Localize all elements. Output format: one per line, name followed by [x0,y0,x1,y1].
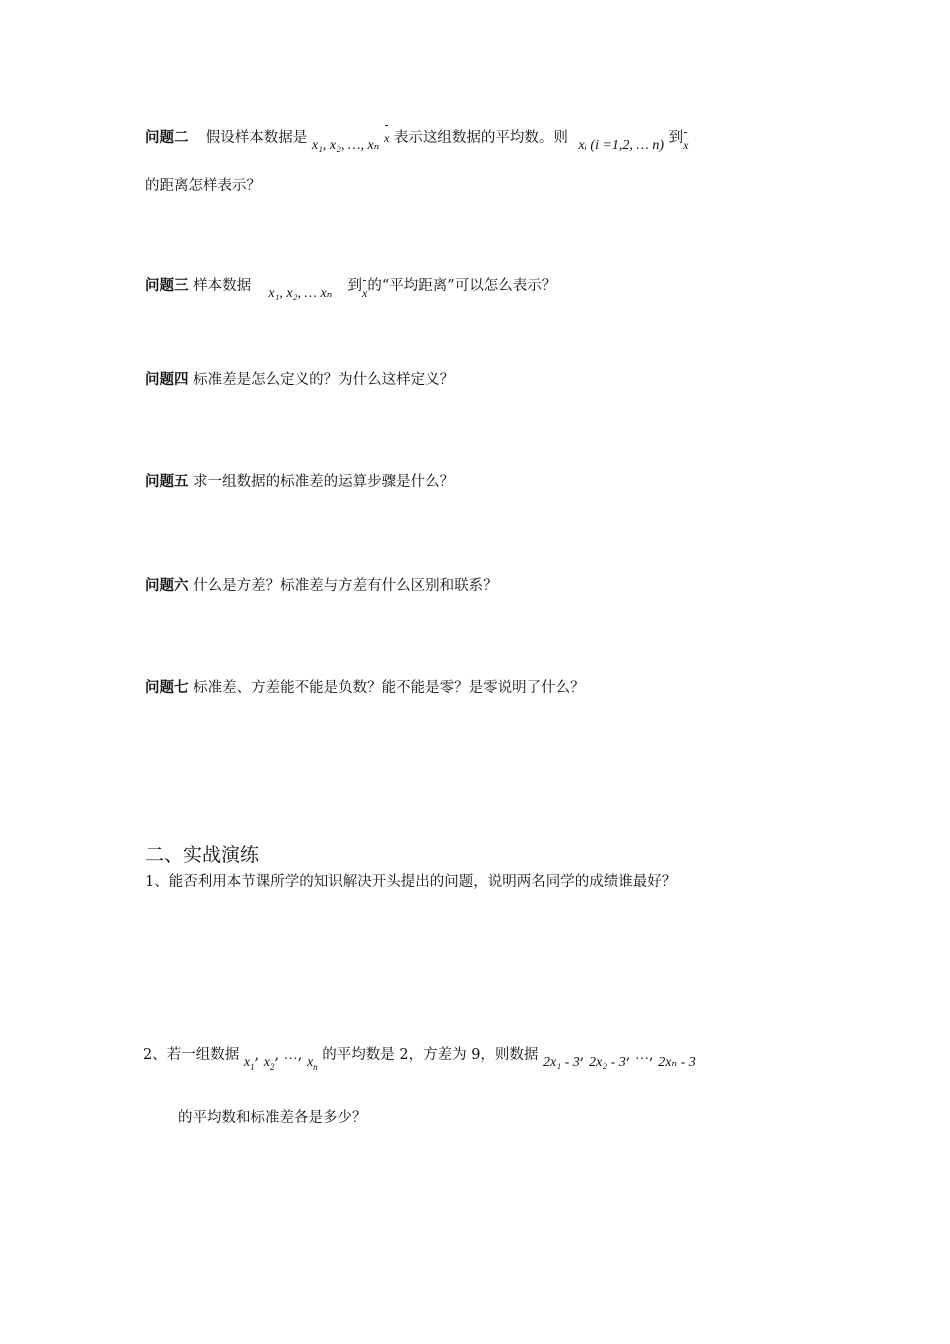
question-7-text: 标准差、方差能不能是负数？能不能是零？是零说明了什么？ [193,680,585,696]
question-2-text-b: 表示这组数据的平均数。则 [393,130,568,146]
question-3-math-mean: x [362,283,367,303]
exercise-1-text: 1、能否利用本节课所学的知识解决开头提出的问题，说明两名同学的成绩谁最好？ [145,874,677,890]
question-3 [145,276,557,301]
question-2-text-c: 到 [668,130,684,146]
question-4-label: 问题四 [145,372,189,388]
exercise-2-expr-1: 2x₁ - 3 [543,1055,580,1070]
question-6-text: 什么是方差？标准差与方差有什么区别和联系？ [193,578,498,594]
question-3-label: 问题三 [145,278,189,294]
question-2-math-mean: x [384,128,389,148]
exercise-2-line-2-text: 的平均数和标准差各是多少？ [178,1110,367,1126]
exercise-2-expr-dots: … [634,1048,649,1063]
exercise-2-line-2 [178,1108,367,1128]
exercise-2-dots: … [283,1048,298,1063]
exercise-2-expr-n: 2xₙ - 3 [658,1055,696,1070]
exercise-2-xn: $x_n$ [306,1055,318,1072]
question-3-text-b: 到 [347,278,363,294]
question-2-math-xi: xᵢ (i =1,2, … n) [578,138,665,153]
exercise-2-x2: $x_2$ [263,1055,275,1072]
question-4-text: 标准差是怎么定义的？为什么这样定义？ [193,372,455,388]
question-2-math-mean-2: x [683,135,688,155]
question-6 [145,576,498,596]
question-2-math-sequence: x₁, x₂, …, xₙ [311,138,380,153]
question-3-text-a: 样本数据 [193,278,252,294]
question-5-label: 问题五 [145,474,189,490]
section-2-heading: 二、实战演练 [145,844,260,866]
question-4 [145,370,454,390]
question-7 [145,678,585,698]
question-2-line-2-text: 的距离怎样表示？ [145,178,261,194]
question-3-math-sequence: x₁, x₂, … xₙ [268,286,333,301]
question-2-line-2 [145,176,261,196]
question-2-text-a: 假设样本数据是 [205,130,308,146]
exercise-1 [145,872,676,892]
exercise-2-line-1: 2、若一组数据 $x_1$, $x_2$, …, $x_n$ 的平均数是 2，方差为 9，则数据 2x₁ - 3, 2x₂ - 3, …, 2xₙ - 3 [143,1047,696,1072]
exercise-2-x1: $x_1$ [243,1055,255,1072]
question-2-label: 问题二 [145,130,189,146]
exercise-2-mid: 的平均数是 2，方差为 9，则数据 [322,1047,539,1063]
question-3-text-c: 的“平均距离”可以怎么表示？ [367,278,557,294]
question-6-label: 问题六 [145,578,189,594]
question-5 [145,472,454,492]
question-7-label: 问题七 [145,680,189,696]
exercise-2-prefix: 2、若一组数据 [143,1047,240,1063]
exercise-2-expr-2: 2x₂ - 3 [589,1055,626,1070]
question-5-text: 求一组数据的标准差的运算步骤是什么？ [193,474,455,490]
question-2-line-1 [145,128,689,153]
